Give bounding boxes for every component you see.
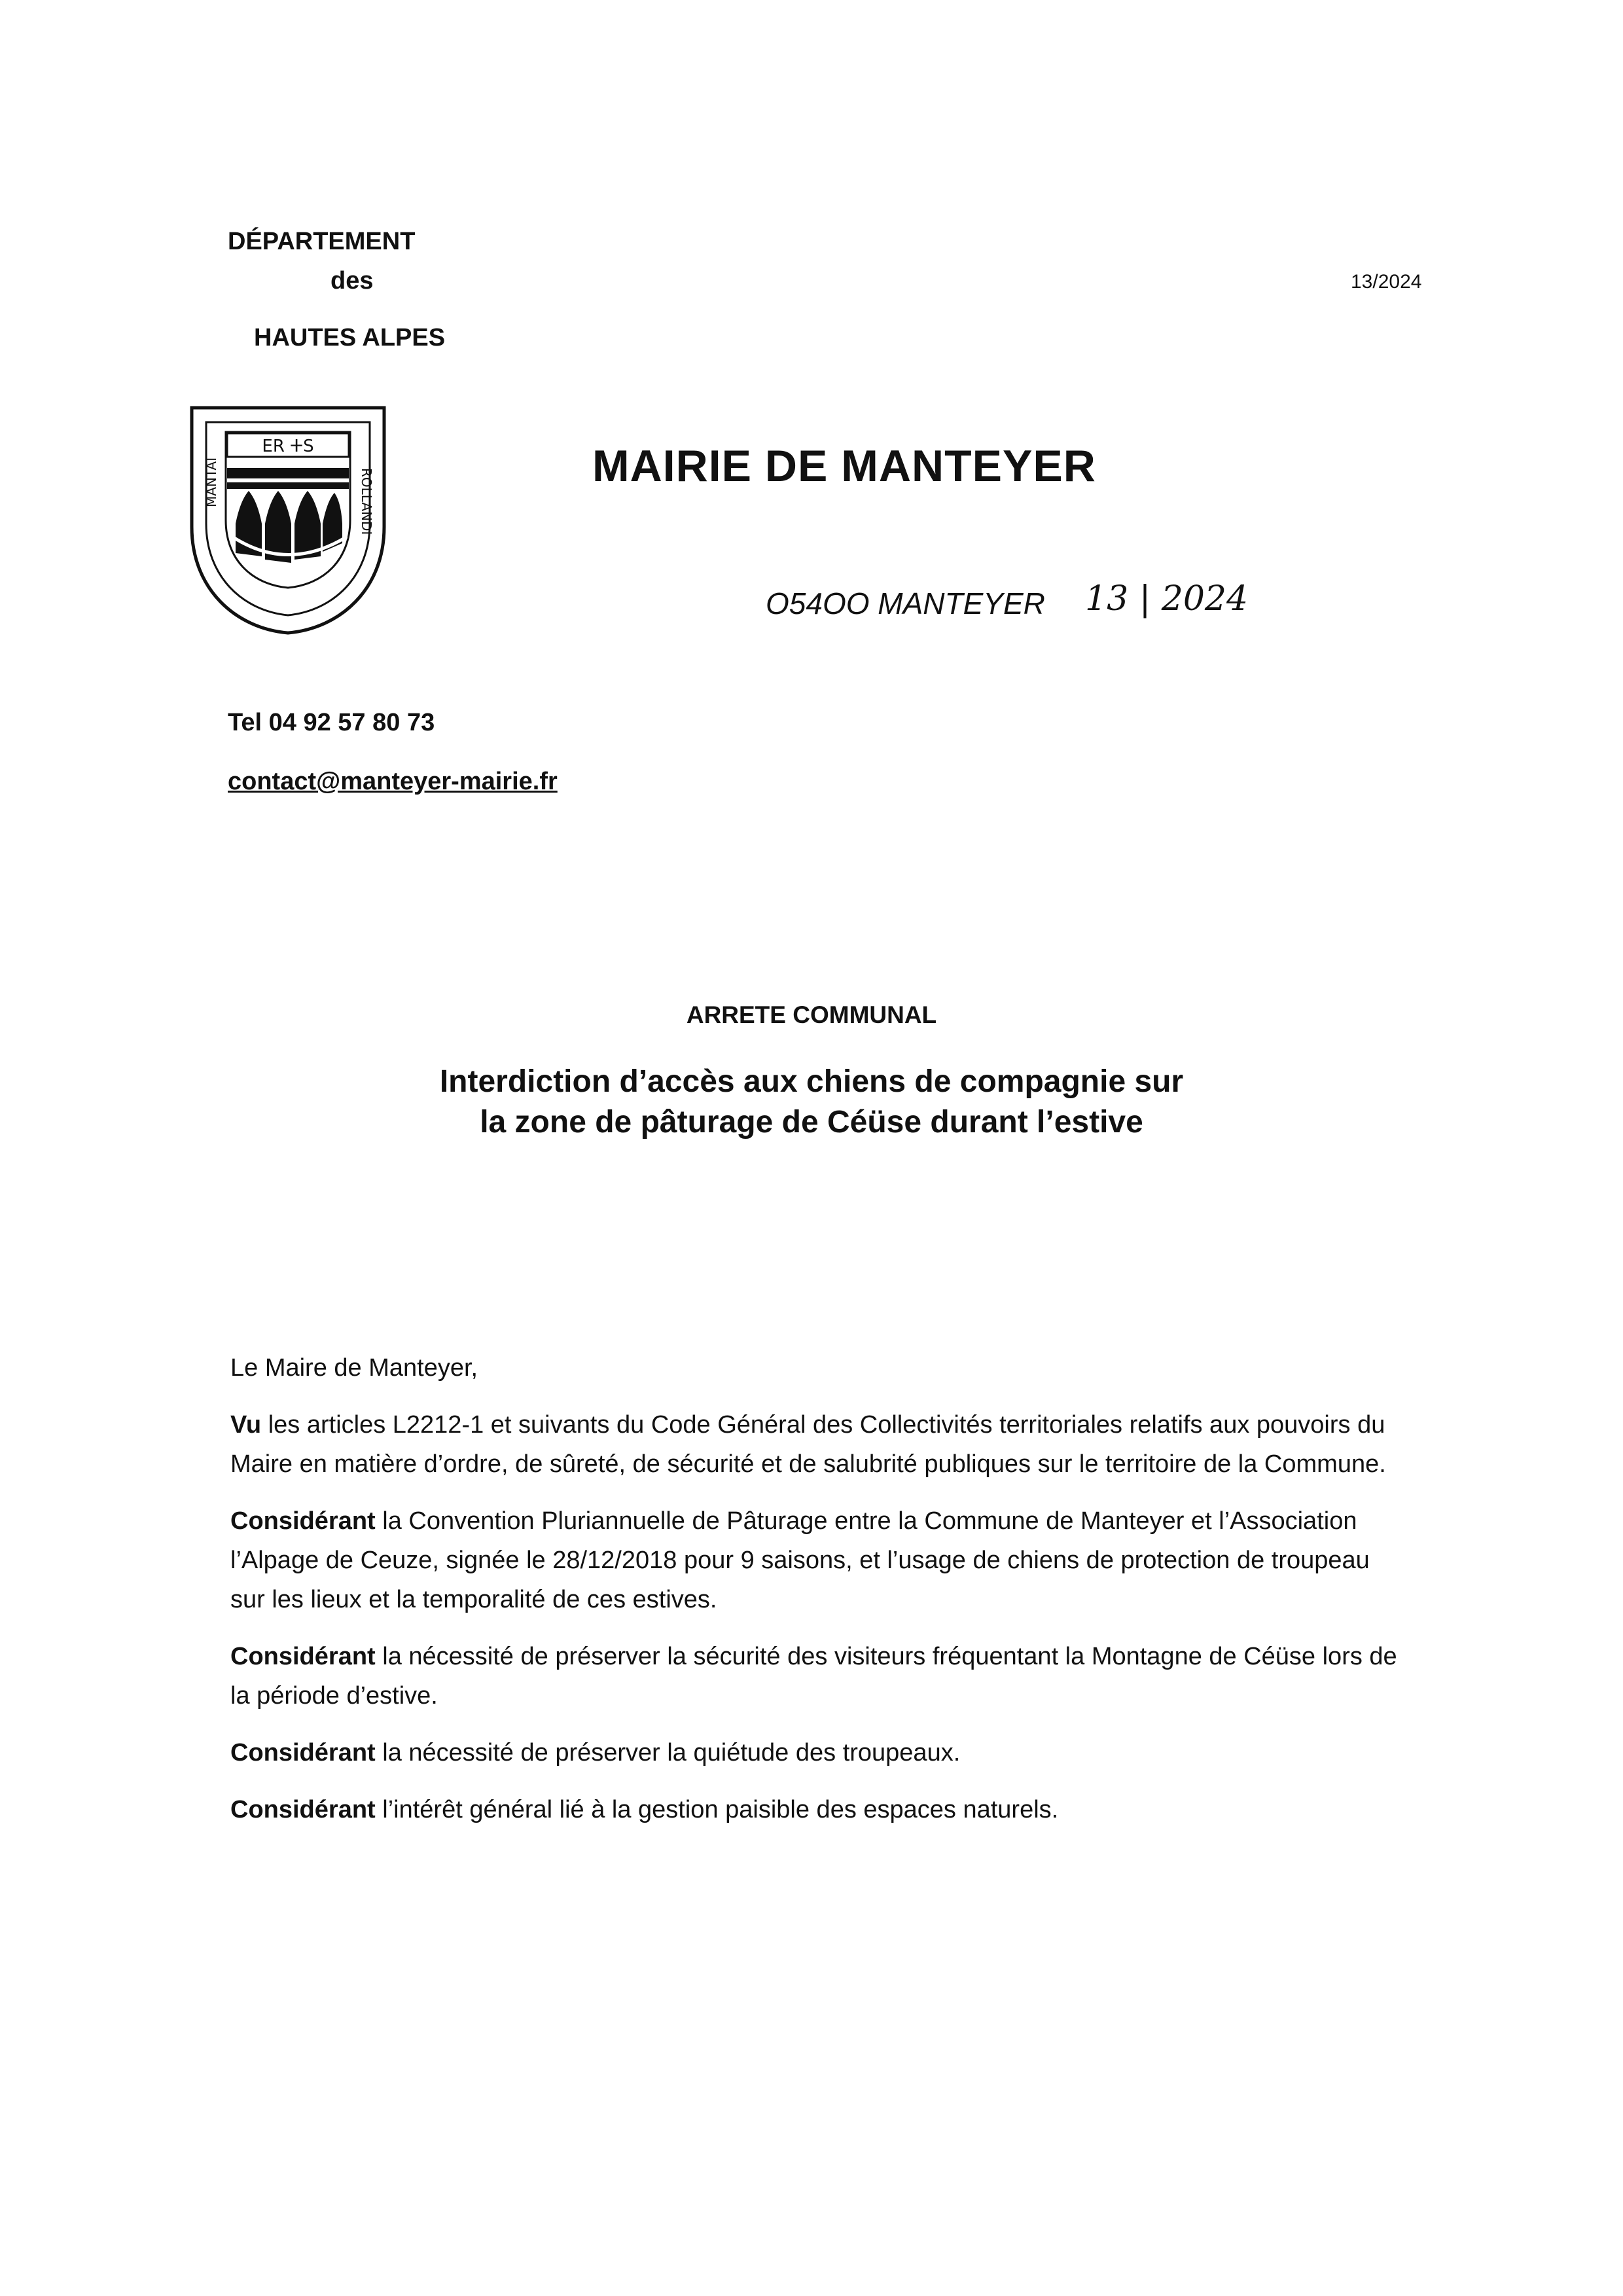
paragraph-lead: Considérant: [230, 1507, 376, 1535]
paragraph-considerant-interet: [230, 1790, 1408, 1829]
svg-text:ROLLANDI: ROLLANDI: [359, 468, 374, 535]
paragraph-lead: Vu: [230, 1411, 262, 1439]
paragraph-text: l’intérêt général lié à la gestion paisible des espaces naturels.: [375, 1796, 1059, 1823]
paragraph-considerant-convention: [230, 1501, 1408, 1619]
paragraph-vu: [230, 1405, 1408, 1484]
paragraph-lead: Considérant: [230, 1796, 376, 1823]
salutation: Le Maire de Manteyer,: [230, 1354, 478, 1382]
paragraph-text: les articles L2212-1 et suivants du Code Général des Collectivités territoriales relatifs aux pouvoirs du Maire en matière d’ordre, de sûreté, de sécurité et de salubrité publiques sur le territoire de la Commune.: [230, 1411, 1386, 1478]
department-line-2: des: [330, 267, 374, 295]
svg-text:ER ⵜS: ER ⵜS: [262, 437, 314, 456]
decree-body: [230, 1348, 1408, 1847]
department-line-1: DÉPARTEMENT: [228, 228, 416, 255]
arrete-title-line-2: la zone de pâturage de Céüse durant l’estive: [480, 1105, 1143, 1139]
paragraph-text: la nécessité de préserver la sécurité des visiteurs fréquentant la Montagne de Céüse lors de la période d’estive.: [230, 1643, 1397, 1710]
municipal-crest: [187, 403, 389, 638]
paragraph-considerant-quietude: [230, 1733, 1408, 1772]
handwritten-reference: 13 | 2024: [1085, 579, 1249, 619]
arrete-label: ARRETE COMMUNAL: [686, 1001, 937, 1028]
arrete-title: [0, 1062, 1623, 1143]
paragraph-lead: Considérant: [230, 1643, 376, 1670]
reference-number: 13/2024: [1351, 271, 1422, 293]
email-link[interactable]: contact@manteyer-mairie.fr: [228, 768, 558, 795]
paragraph-text: la nécessité de préserver la quiétude des troupeaux.: [375, 1739, 961, 1767]
paragraph-text: la Convention Pluriannuelle de Pâturage entre la Commune de Manteyer et l’Association l’Alpage de Ceuze, signée le 28/12/2018 pour 9 saisons, et l’usage de chiens de protection de troupeau sur les lieux et la temporalité de ces estives.: [230, 1507, 1370, 1613]
mairie-title: MAIRIE DE MANTEYER: [592, 441, 1096, 491]
paragraph-considerant-securite: [230, 1637, 1408, 1715]
paragraph-lead: Considérant: [230, 1739, 376, 1767]
crest-shield-icon: [187, 403, 389, 638]
department-line-3: HAUTES ALPES: [254, 324, 446, 351]
svg-text:MANTAI: MANTAI: [204, 457, 219, 507]
phone-number: Tel 04 92 57 80 73: [228, 709, 435, 736]
arrete-title-line-1: Interdiction d’accès aux chiens de compagnie sur: [439, 1064, 1184, 1099]
postal-line: O54OO MANTEYER: [766, 586, 1045, 620]
